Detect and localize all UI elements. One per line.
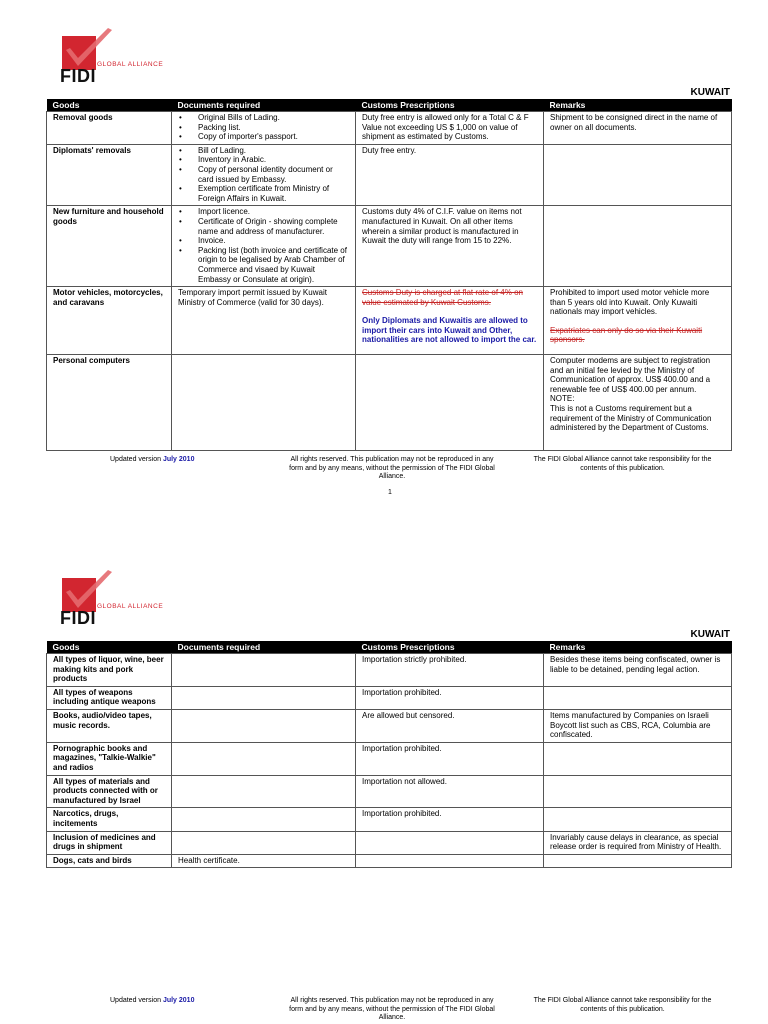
customs-cell xyxy=(356,355,544,451)
customs-note: Only Diplomats and Kuwaitis are allowed to import their cars into Kuwait and Other, nationalities are not allowed to import the car. xyxy=(362,316,537,345)
table-row xyxy=(47,206,732,287)
table-row xyxy=(47,144,732,206)
updated-date: July 2010 xyxy=(162,997,195,1004)
customs-cell xyxy=(356,854,544,868)
updated-version: Updated version July 2010 xyxy=(110,456,195,463)
remarks-cell xyxy=(544,686,732,709)
list-item: • Packing list (both invoice and certificate of origin to be legalised by Arab Chamber of Commerce and visaed by Kuwait Embassy or Consulate at origin). xyxy=(192,246,349,284)
header-customs: Customs Prescriptions xyxy=(356,99,544,112)
documents-cell xyxy=(172,709,356,742)
goods-cell: All types of liquor, wine, beer making kits and pork products xyxy=(47,654,172,687)
documents-cell xyxy=(172,144,356,206)
table-row xyxy=(47,287,732,355)
table-row xyxy=(47,686,732,709)
customs-table-1 xyxy=(46,99,732,451)
header-documents: Documents required xyxy=(172,99,356,112)
customs-cell: Duty free entry. xyxy=(356,144,544,206)
customs-cell: Importation prohibited. xyxy=(356,686,544,709)
remarks-cell xyxy=(544,775,732,808)
documents-cell: Temporary import permit issued by Kuwait Ministry of Commerce (valid for 30 days). xyxy=(172,287,356,355)
remarks-cell: Invariably cause delays in clearance, as special release order is required from Ministry of Health. xyxy=(544,831,732,854)
disclaimer: The FIDI Global Alliance cannot take responsibility for the contents of this publication. xyxy=(533,456,712,472)
goods-cell: Diplomats' removals xyxy=(47,144,172,206)
table-row xyxy=(47,854,732,868)
customs-cell: Customs duty 4% of C.I.F. value on items not manufactured in Kuwait. On all other items wherein a similar product is manufactured in Kuwait the duty will range from 15 to 22%. xyxy=(356,206,544,287)
goods-cell: All types of materials and products connected with or manufactured by Israel xyxy=(47,775,172,808)
updated-version: Updated version July 2010 xyxy=(110,997,195,1004)
remarks-cell xyxy=(544,808,732,831)
table-row xyxy=(47,808,732,831)
country-title: KUWAIT xyxy=(690,629,730,640)
header-remarks: Remarks xyxy=(544,641,732,654)
rights-notice: All rights reserved. This publication may not be reproduced in any form and by any means, without the permission of The FIDI Global Alliance. xyxy=(289,997,495,1021)
table-row xyxy=(47,831,732,854)
logo-subtitle: GLOBAL ALLIANCE xyxy=(97,61,164,68)
remarks-cell xyxy=(544,206,732,287)
header-goods: Goods xyxy=(47,99,172,112)
list-item: • Inventory in Arabic. xyxy=(192,155,349,165)
rights-notice: All rights reserved. This publication may not be reproduced in any form and by any means, without the permission of The FIDI Global Alliance. xyxy=(289,456,495,480)
list-item: • Exemption certificate from Ministry of Foreign Affairs in Kuwait. xyxy=(192,184,349,203)
customs-cell xyxy=(356,831,544,854)
documents-cell xyxy=(172,742,356,775)
remarks-text: Prohibited to import used motor vehicle more than 5 years old into Kuwait. Only Kuwaiti nationals may import vehicles. xyxy=(550,288,710,317)
table-row xyxy=(47,775,732,808)
struck-customs-text: Customs Duty is charged at flat rate of 4% on value estimated by Kuwait Customs. xyxy=(362,288,523,307)
page-number: 1 xyxy=(388,489,392,496)
documents-cell xyxy=(172,112,356,145)
remarks-cell: Items manufactured by Companies on Israeli Boycott list such as CBS, RCA, Columbia are confiscated. xyxy=(544,709,732,742)
customs-cell: Are allowed but censored. xyxy=(356,709,544,742)
documents-cell: Health certificate. xyxy=(172,854,356,868)
list-item: • Certificate of Origin - showing complete name and address of manufacturer. xyxy=(192,217,349,236)
table-header xyxy=(47,99,732,112)
table-row xyxy=(47,742,732,775)
documents-cell xyxy=(172,831,356,854)
documents-cell xyxy=(172,686,356,709)
remarks-note-label: NOTE: xyxy=(550,394,575,404)
customs-cell: Importation prohibited. xyxy=(356,808,544,831)
customs-cell: Duty free entry is allowed only for a Total C & F Value not exceeding US $ 1,000 on value of shipment as estimated by Customs. xyxy=(356,112,544,145)
goods-cell: New furniture and household goods xyxy=(47,206,172,287)
logo-name: FIDI xyxy=(60,608,96,628)
remarks-cell xyxy=(544,742,732,775)
remarks-note-text: This is not a Customs requirement but a requirement of the Ministry of Communication administered by the Department of Customs. xyxy=(550,404,712,433)
customs-cell: Importation strictly prohibited. xyxy=(356,654,544,687)
table-row xyxy=(47,709,732,742)
list-item: • Bill of Lading. xyxy=(192,146,349,156)
documents-cell xyxy=(172,206,356,287)
struck-remarks-text: Expatriates can only do so via their Kuwaiti sponsors. xyxy=(550,325,703,345)
country-title: KUWAIT xyxy=(690,87,730,98)
goods-cell: Narcotics, drugs, incitements xyxy=(47,808,172,831)
table-header xyxy=(47,641,732,654)
updated-date: July 2010 xyxy=(162,456,195,463)
goods-cell: Removal goods xyxy=(47,112,172,145)
documents-cell xyxy=(172,775,356,808)
remarks-cell xyxy=(544,854,732,868)
documents-cell xyxy=(172,654,356,687)
goods-cell: Motor vehicles, motorcycles, and caravans xyxy=(47,287,172,355)
header-documents: Documents required xyxy=(172,641,356,654)
remarks-cell xyxy=(544,287,732,355)
documents-cell xyxy=(172,808,356,831)
list-item: • Original Bills of Lading. xyxy=(192,113,349,123)
goods-cell: All types of weapons including antique weapons xyxy=(47,686,172,709)
list-item: • Invoice. xyxy=(192,236,349,246)
list-item: • Import licence. xyxy=(192,207,349,217)
goods-cell: Books, audio/video tapes, music records. xyxy=(47,709,172,742)
customs-table-2 xyxy=(46,641,732,868)
customs-cell: Importation prohibited. xyxy=(356,742,544,775)
logo-subtitle: GLOBAL ALLIANCE xyxy=(97,603,164,610)
disclaimer: The FIDI Global Alliance cannot take responsibility for the contents of this publication. xyxy=(533,997,712,1013)
table-row xyxy=(47,654,732,687)
remarks-cell xyxy=(544,355,732,451)
customs-cell: Importation not allowed. xyxy=(356,775,544,808)
documents-cell xyxy=(172,355,356,451)
list-item: • Packing list. xyxy=(192,123,349,133)
goods-cell: Personal computers xyxy=(47,355,172,451)
customs-cell xyxy=(356,287,544,355)
goods-cell: Dogs, cats and birds xyxy=(47,854,172,868)
remarks-cell: Besides these items being confiscated, owner is liable to be detained, pending legal action. xyxy=(544,654,732,687)
remarks-text: Computer modems are subject to registration and an initial fee levied by the Ministry of Communication of approx. US$ 400.00 and a renewable fee of US$ 400.00 per annum. xyxy=(550,356,711,394)
header-goods: Goods xyxy=(47,641,172,654)
logo-name: FIDI xyxy=(60,66,96,86)
remarks-cell xyxy=(544,144,732,206)
list-item: • Copy of importer's passport. xyxy=(192,132,349,142)
table-row xyxy=(47,112,732,145)
goods-cell: Pornographic books and magazines, "Talkie-Walkie" and radios xyxy=(47,742,172,775)
header-customs: Customs Prescriptions xyxy=(356,641,544,654)
list-item: • Copy of personal identity document or card issued by Embassy. xyxy=(192,165,349,184)
goods-cell: Inclusion of medicines and drugs in shipment xyxy=(47,831,172,854)
fidi-logo xyxy=(52,26,167,86)
table-row xyxy=(47,355,732,451)
fidi-logo xyxy=(52,568,167,628)
remarks-cell: Shipment to be consigned direct in the name of owner on all documents. xyxy=(544,112,732,145)
header-remarks: Remarks xyxy=(544,99,732,112)
